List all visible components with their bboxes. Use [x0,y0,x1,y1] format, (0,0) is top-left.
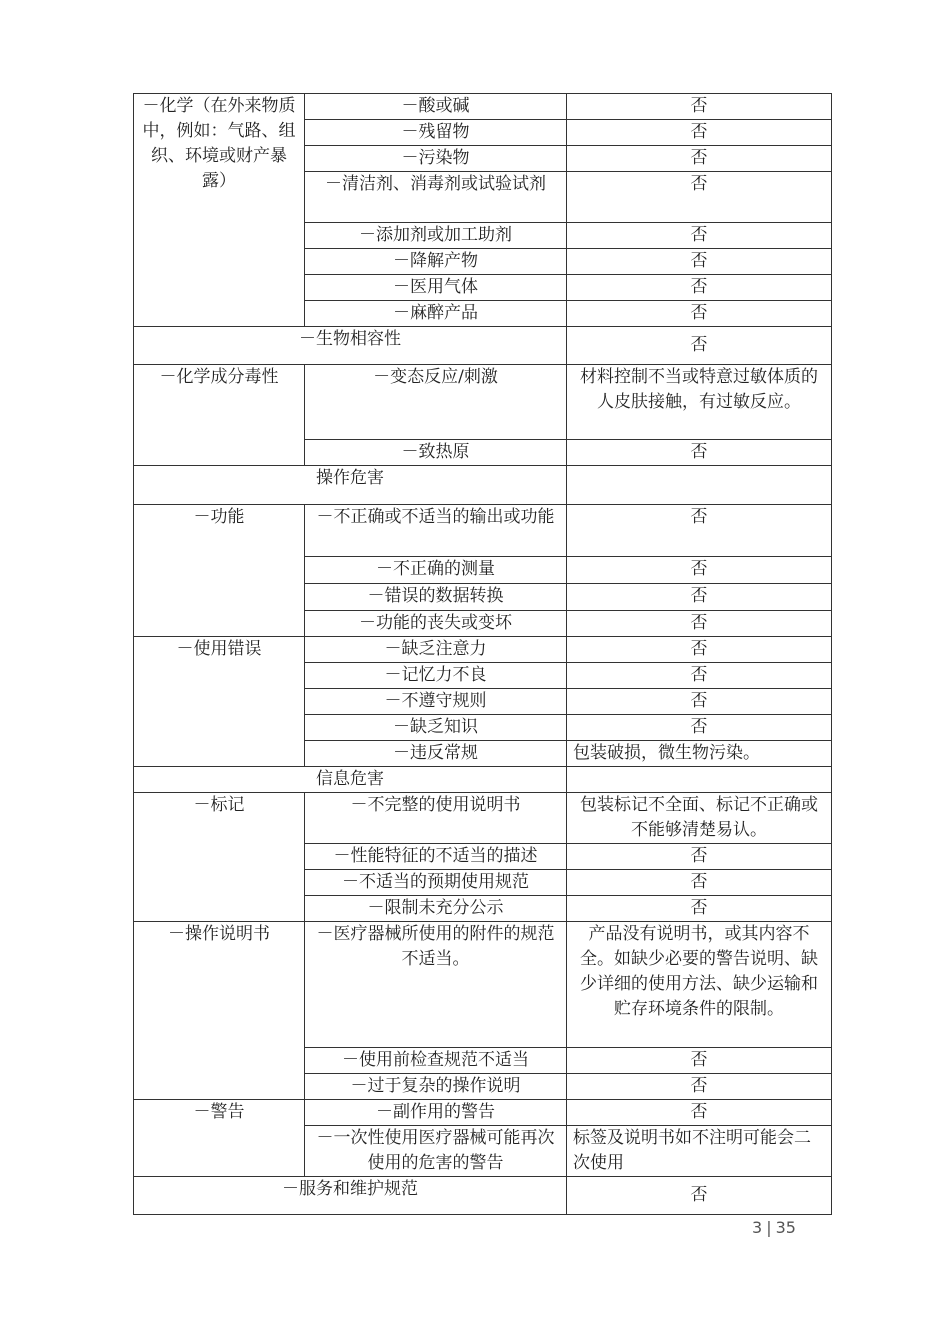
hazard-cell: －生物相容性 [134,327,567,365]
table-row [134,1177,832,1215]
page-separator: | [766,1218,772,1237]
assessment-cell: 否 [567,1100,832,1126]
category-cell: －功能 [134,505,305,637]
hazard-cell: －缺乏注意力 [305,637,567,663]
assessment-cell: 否 [567,663,832,689]
assessment-cell: 否 [567,120,832,146]
page-number [752,1218,796,1237]
assessment-cell: 包装标记不全面、标记不正确或不能够清楚易认。 [567,793,832,844]
hazard-cell: －残留物 [305,120,567,146]
assessment-cell: 否 [567,440,832,466]
risk-table [133,93,832,1215]
assessment-cell: 否 [567,327,832,365]
table-row [134,94,832,120]
assessment-cell: 否 [567,505,832,557]
table-row [134,365,832,440]
category-cell: －操作说明书 [134,922,305,1100]
hazard-cell: －性能特征的不适当的描述 [305,844,567,870]
hazard-cell: －缺乏知识 [305,715,567,741]
page-total: 35 [775,1218,796,1237]
assessment-cell: 否 [567,275,832,301]
assessment-cell: 否 [567,896,832,922]
assessment-cell: 产品没有说明书，或其内容不全。如缺少必要的警告说明、缺少详细的使用方法、缺少运输和贮存环境条件的限制。 [567,922,832,1048]
hazard-cell: －功能的丧失或变坏 [305,611,567,637]
hazard-cell: －清洁剂、消毒剂或试验试剂 [305,172,567,223]
hazard-cell: －过于复杂的操作说明 [305,1074,567,1100]
hazard-cell: －致热原 [305,440,567,466]
hazard-cell: －使用前检查规范不适当 [305,1048,567,1074]
category-cell: －标记 [134,793,305,922]
hazard-cell: －副作用的警告 [305,1100,567,1126]
hazard-cell: －医用气体 [305,275,567,301]
assessment-cell: 否 [567,94,832,120]
hazard-cell: －麻醉产品 [305,301,567,327]
category-cell: －化学成分毒性 [134,365,305,466]
assessment-cell [567,767,832,793]
section-header: 信息危害 [134,767,567,793]
hazard-cell: －不适当的预期使用规范 [305,870,567,896]
assessment-cell: 否 [567,584,832,611]
assessment-cell: 否 [567,715,832,741]
category-cell: －化学（在外来物质中，例如：气路、组织、环境或财产暴露） [134,94,305,327]
hazard-cell: －限制未充分公示 [305,896,567,922]
hazard-cell: －酸或碱 [305,94,567,120]
assessment-cell: 否 [567,223,832,249]
assessment-cell: 否 [567,611,832,637]
assessment-cell: 否 [567,1048,832,1074]
table-row [134,505,832,557]
assessment-cell: 否 [567,1177,832,1215]
assessment-cell: 否 [567,689,832,715]
hazard-cell: －不正确的测量 [305,557,567,584]
section-header-row [134,767,832,793]
hazard-cell: －不完整的使用说明书 [305,793,567,844]
hazard-cell: －记忆力不良 [305,663,567,689]
assessment-cell: 否 [567,301,832,327]
hazard-cell: －不正确或不适当的输出或功能 [305,505,567,557]
table-row [134,922,832,1048]
section-header: 操作危害 [134,466,567,505]
table-row [134,1100,832,1126]
hazard-cell: －不遵守规则 [305,689,567,715]
assessment-cell: 材料控制不当或特意过敏体质的人皮肤接触，有过敏反应。 [567,365,832,440]
hazard-cell: －污染物 [305,146,567,172]
hazard-cell: －变态反应/刺激 [305,365,567,440]
table-row [134,637,832,663]
hazard-cell: －一次性使用医疗器械可能再次使用的危害的警告 [305,1126,567,1177]
page-current: 3 [752,1218,763,1237]
assessment-cell: 否 [567,249,832,275]
assessment-cell: 否 [567,637,832,663]
hazard-cell: －降解产物 [305,249,567,275]
category-cell: －警告 [134,1100,305,1177]
table-row [134,793,832,844]
table-row [134,327,832,365]
assessment-cell: 否 [567,557,832,584]
assessment-cell: 包装破损，微生物污染。 [567,741,832,767]
hazard-cell: －错误的数据转换 [305,584,567,611]
section-header-row [134,466,832,505]
assessment-cell: 否 [567,870,832,896]
assessment-cell: 否 [567,844,832,870]
hazard-cell: －违反常规 [305,741,567,767]
assessment-cell: 否 [567,172,832,223]
assessment-cell: 否 [567,146,832,172]
assessment-cell [567,466,832,505]
assessment-cell: 标签及说明书如不注明可能会二次使用 [567,1126,832,1177]
category-cell: －使用错误 [134,637,305,767]
assessment-cell: 否 [567,1074,832,1100]
hazard-cell: －添加剂或加工助剂 [305,223,567,249]
hazard-cell: －服务和维护规范 [134,1177,567,1215]
hazard-cell: －医疗器械所使用的附件的规范不适当。 [305,922,567,1048]
